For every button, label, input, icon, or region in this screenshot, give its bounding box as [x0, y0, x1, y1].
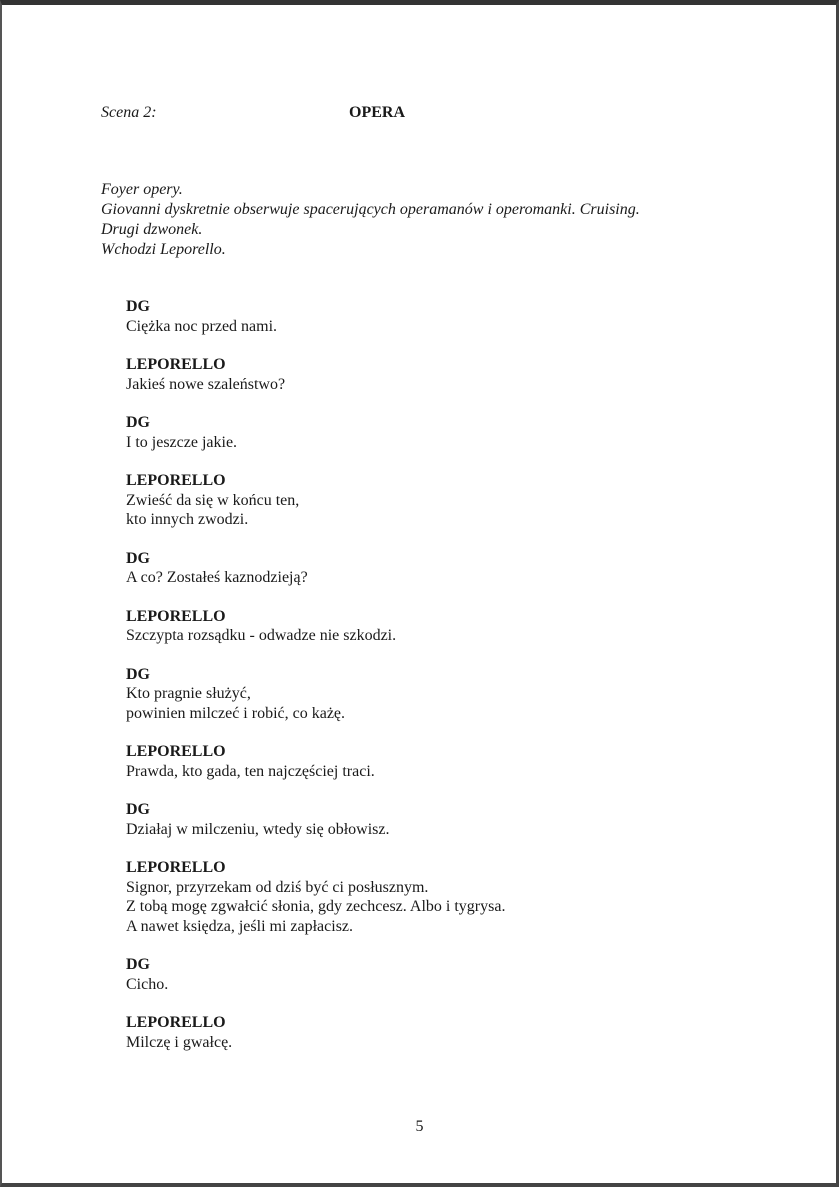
- speaker-name: DG: [126, 801, 150, 818]
- dialogue-line: Milczę i gwałcę.: [126, 1033, 233, 1051]
- exchange: [126, 955, 776, 994]
- exchange: [126, 1013, 776, 1052]
- speaker-name: DG: [126, 956, 150, 973]
- exchange: [126, 471, 776, 530]
- speaker-name: LEPORELLO: [126, 607, 226, 625]
- dialogue-line: Cicho.: [126, 975, 169, 993]
- speaker-name: LEPORELLO: [126, 1014, 226, 1031]
- speaker-name: DG: [126, 549, 150, 567]
- speaker-name: LEPORELLO: [126, 356, 226, 373]
- dialogue-line: Zwieść da się w końcu ten,: [126, 491, 300, 509]
- exchange: [126, 858, 776, 936]
- speaker-name: LEPORELLO: [126, 859, 226, 876]
- exchange: [126, 297, 776, 336]
- exchange: [126, 800, 776, 839]
- stage-direction-line: Giovanni dyskretnie obserwuje spacerujących operamanów i operomanki. Cruising.: [101, 201, 640, 218]
- dialogue: [126, 297, 776, 1071]
- dialogue-line: kto innych zwodzi.: [126, 511, 249, 528]
- exchange: [126, 665, 776, 724]
- dialogue-line: Szczypta rozsądku - odwadze nie szkodzi.: [126, 627, 397, 644]
- speaker-name: DG: [126, 665, 150, 683]
- speaker-name: DG: [126, 298, 150, 315]
- dialogue-line: Działaj w milczeniu, wtedy się obłowisz.: [126, 820, 390, 838]
- dialogue-line: Prawda, kto gada, ten najczęściej traci.: [126, 762, 375, 780]
- exchange: [126, 742, 776, 781]
- scene-title: OPERA: [349, 104, 405, 121]
- dialogue-line: powinien milczeć i robić, co każę.: [126, 704, 346, 722]
- exchange: [126, 355, 776, 394]
- dialogue-line: A co? Zostałeś kaznodzieją?: [126, 569, 308, 586]
- stage-direction-line: Drugi dzwonek.: [101, 221, 203, 238]
- dialogue-line: Signor, przyrzekam od dziś być ci posłusznym.: [126, 878, 429, 896]
- speaker-name: LEPORELLO: [126, 472, 226, 489]
- scene-label: Scena 2:: [101, 104, 157, 121]
- exchange: [126, 549, 776, 588]
- dialogue-line: I to jeszcze jakie.: [126, 433, 238, 451]
- dialogue-line: Ciężka noc przed nami.: [126, 317, 278, 335]
- speaker-name: DG: [126, 414, 150, 431]
- dialogue-line: Jakieś nowe szaleństwo?: [126, 375, 286, 393]
- dialogue-line: Kto pragnie służyć,: [126, 685, 251, 702]
- exchange: [126, 413, 776, 452]
- page-number: 5: [415, 1118, 424, 1135]
- stage-direction-line: Foyer opery.: [101, 181, 183, 198]
- dialogue-line: Z tobą mogę zgwałcić słonia, gdy zechcesz. Albo i tygrysa.: [126, 898, 506, 915]
- stage-direction-line: Wchodzi Leporello.: [101, 241, 226, 258]
- exchange: [126, 607, 776, 646]
- dialogue-line: A nawet księdza, jeśli mi zapłacisz.: [126, 917, 354, 935]
- stage-directions: [101, 180, 640, 260]
- speaker-name: LEPORELLO: [126, 743, 226, 760]
